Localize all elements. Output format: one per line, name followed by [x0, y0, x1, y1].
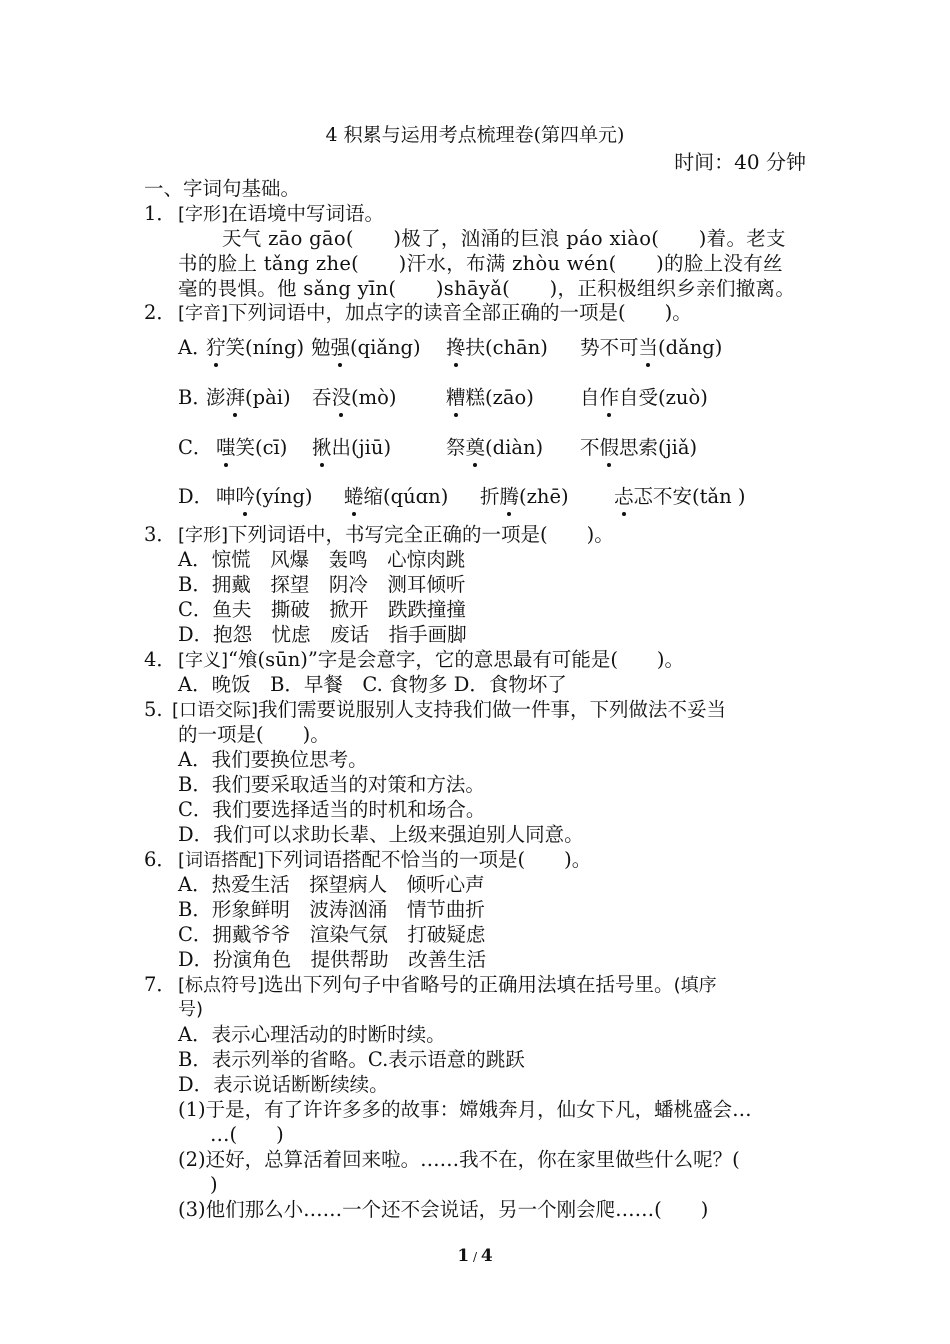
question-2 [144, 300, 692, 326]
question-tag: [词语搭配] [178, 850, 265, 871]
option-c: C．拥戴爷爷 渲染气氛 打破疑虑 [178, 923, 486, 946]
question-6 [144, 847, 591, 873]
question-4 [144, 647, 684, 673]
option-c: C．鱼夫 撕破 掀开 跌跌撞撞 [178, 598, 466, 621]
option-a: A．热爱生活 探望病人 倾听心声 [178, 873, 485, 896]
question-5 [144, 697, 726, 723]
option-d: D．扮演角色 提供帮助 改善生活 [178, 948, 487, 971]
pronunciation-item: 糟糕(zāo) [446, 386, 534, 409]
question-number: 5. [144, 698, 163, 721]
option-a: A．我们要换位思考。 [178, 748, 368, 771]
current-page: 1 [457, 1246, 470, 1266]
option-row-c [178, 435, 818, 460]
question-prompt-continued: 的一项是( )。 [178, 723, 330, 746]
question-1 [144, 201, 384, 227]
pronunciation-item: 搀扶(chān) [446, 336, 548, 359]
option-row-d [178, 484, 818, 509]
option-row-b [178, 385, 818, 410]
pronunciation-item: 吞没(mò) [312, 386, 397, 409]
option-a: A．表示心理活动的时断时续。 [178, 1023, 446, 1046]
pronunciation-item: 澎湃(pài) [206, 386, 291, 409]
option-d: D．抱怨 忧虑 废话 指手画脚 [178, 623, 467, 646]
page-number [0, 1244, 950, 1270]
question-note-continued: 号) [178, 999, 204, 1020]
passage-line: 毫的畏惧。他 sǎng yīn( )shāyǎ( )，正积极组织乡亲们撤离。 [178, 277, 796, 300]
sentence-2-answer: ) [210, 1173, 218, 1196]
question-tag: [标点符号] [178, 975, 265, 996]
document-title: 4 积累与运用考点梳理卷(第四单元) [325, 124, 625, 146]
pronunciation-item: 折腾(zhē) [480, 485, 569, 508]
pronunciation-item: 自作自受(zuò) [580, 386, 708, 409]
option-d: D．表示说话断断续续。 [178, 1073, 389, 1096]
question-3 [144, 522, 614, 548]
option-c: C．我们要选择适当的时机和场合。 [178, 798, 486, 821]
question-prompt: “飧(sūn)”字是会意字，它的意思最有可能是( )。 [228, 648, 685, 671]
question-number: 1． [144, 202, 176, 225]
question-tag: [字形] [178, 525, 229, 546]
option-label: D． [178, 485, 214, 508]
pronunciation-item: 嗤笑(cī) [216, 436, 288, 459]
sentence-1: (1)于是，有了许许多多的故事：嫦娥奔月，仙女下凡，蟠桃盛会… [178, 1098, 752, 1121]
question-prompt: 下列词语中，书写完全正确的一项是( )。 [228, 523, 614, 546]
question-tag: [字形] [178, 204, 229, 225]
option-b: B．形象鲜明 波涛汹涌 情节曲折 [178, 898, 485, 921]
pronunciation-item: 呻吟(yíng) [216, 485, 313, 508]
option-b: B．表示列举的省略。C.表示语意的跳跃 [178, 1048, 525, 1071]
pronunciation-item: 蜷缩(qúɑn) [344, 485, 449, 508]
time-limit: 时间：40 分钟 [674, 150, 806, 174]
sentence-3: (3)他们那么小……一个还不会说话，另一个刚会爬……( ) [178, 1198, 709, 1221]
question-tag: [字义] [178, 650, 229, 671]
question-number: 6． [144, 848, 176, 871]
question-number: 4． [144, 648, 176, 671]
pronunciation-item: 揪出(jiū) [312, 436, 392, 459]
pronunciation-item: 狞笑(níng) [206, 336, 305, 359]
passage-line: 书的脸上 tǎng zhe( )汗水，布满 zhòu wén( )的脸上没有丝 [178, 252, 783, 275]
pronunciation-item: 勉强(qiǎng) [311, 336, 421, 359]
pronunciation-item: 不假思索(jiǎ) [580, 436, 698, 459]
question-number: 7． [144, 973, 176, 996]
option-label: C． [178, 436, 213, 459]
page-separator: / [469, 1250, 481, 1264]
option-list: A．晚饭 B．早餐 C. 食物多 D．食物坏了 [178, 673, 567, 696]
option-row-a [178, 335, 818, 360]
option-label: A． [178, 336, 212, 359]
total-pages: 4 [480, 1246, 493, 1266]
question-number: 3． [144, 523, 176, 546]
option-a: A．惊慌 风爆 轰鸣 心惊肉跳 [178, 548, 466, 571]
question-prompt: 选出下列句子中省略号的正确用法填在括号里。 [264, 973, 674, 996]
question-prompt: 我们需要说服别人支持我们做一件事，下列做法不妥当 [258, 698, 727, 721]
question-tag: [字音] [178, 303, 229, 324]
question-7 [144, 972, 717, 998]
option-d: D．我们可以求助长辈、上级来强迫别人同意。 [178, 823, 584, 846]
question-prompt: 下列词语搭配不恰当的一项是( )。 [264, 848, 592, 871]
question-note: (填序 [673, 975, 717, 996]
question-prompt: 在语境中写词语。 [228, 202, 385, 225]
question-tag: [口语交际] [172, 700, 259, 721]
section-heading: 一、字词句基础。 [144, 177, 301, 200]
sentence-1-answer: …( ) [210, 1123, 284, 1146]
pronunciation-item: 祭奠(diàn) [446, 436, 544, 459]
sentence-2: (2)还好，总算活着回来啦。……我不在，你在家里做些什么呢？( [178, 1148, 740, 1171]
pronunciation-item: 忐忑不安(tǎn ) [614, 485, 746, 508]
question-number: 2． [144, 301, 176, 324]
passage-line: 天气 zāo gāo( )极了，汹涌的巨浪 páo xiào( )着。老支 [222, 227, 786, 250]
option-b: B．拥戴 探望 阴冷 测耳倾听 [178, 573, 466, 596]
option-label: B． [178, 386, 212, 409]
pronunciation-item: 势不可当(dǎng) [580, 336, 723, 359]
option-b: B．我们要采取适当的对策和方法。 [178, 773, 485, 796]
question-prompt: 下列词语中，加点字的读音全部正确的一项是( )。 [228, 301, 692, 324]
